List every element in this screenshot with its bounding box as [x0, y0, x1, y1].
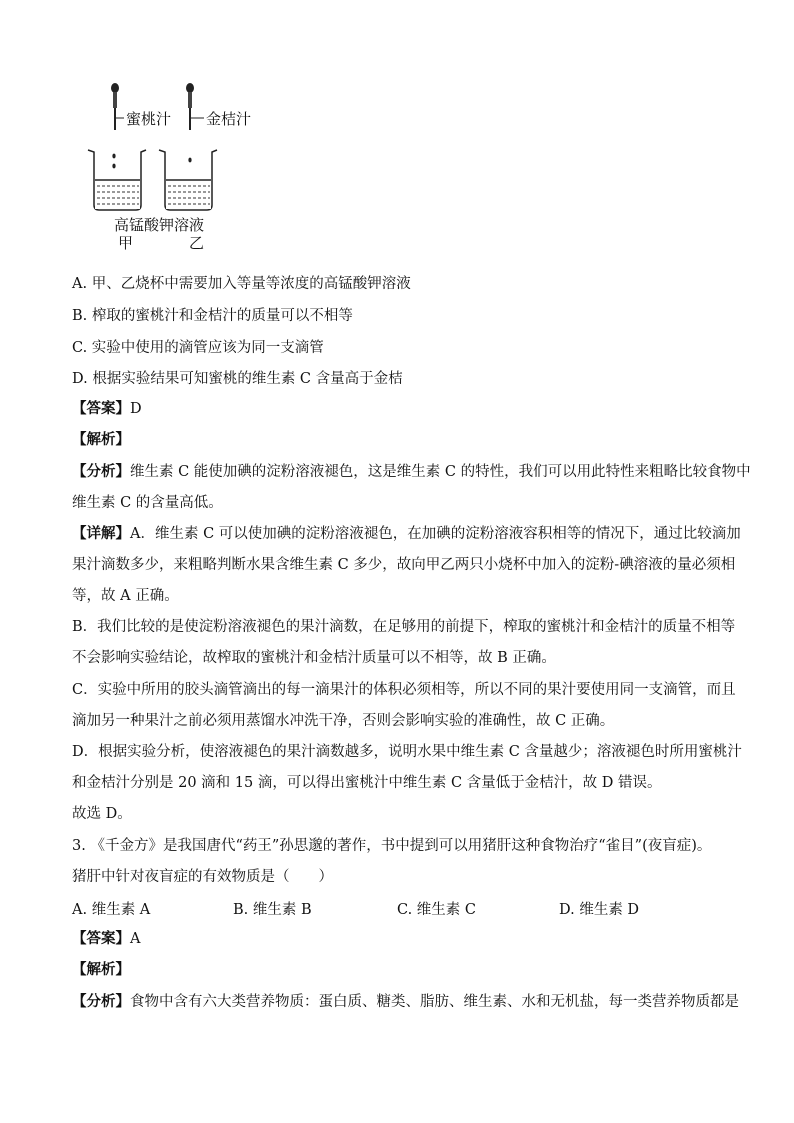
q3-option-b: B. 维生素 B [233, 902, 312, 918]
beaker-right-icon [159, 150, 217, 210]
q3-option-c: C. 维生素 C [397, 902, 476, 918]
q2-answer [72, 399, 142, 419]
q2-conclusion: 故选 D。 [72, 806, 132, 822]
q3-answer-value: A [130, 931, 141, 947]
q2-c-line-2: 滴加另一种果汁之前必须用蒸馏水冲洗干净，否则会影响实验的准确性，故 C 正确。 [72, 713, 615, 729]
dropper-right-icon [186, 83, 194, 130]
q3-options [72, 898, 732, 918]
dropper-left-label: 蜜桃汁 [126, 110, 172, 128]
q3-stem-line-1: 3. 《千金方》是我国唐代“药王”孙思邈的著作，书中提到可以用猪肝这种食物治疗“雀目”(夜盲症)。 [72, 838, 712, 854]
q3-fenxi-text: 食物中含有六大类营养物质：蛋白质、糖类、脂肪、维生素、水和无机盐，每一类营养物质都是 [130, 994, 739, 1010]
q2-b-line-2: 不会影响实验结论，故榨取的蜜桃汁和金桔汁质量可以不相等，故 B 正确。 [72, 650, 556, 666]
q2-c-line-1: C．实验中所用的胶头滴管滴出的每一滴果汁的体积必须相等，所以不同的果汁要使用同一支滴管，而且 [72, 682, 736, 698]
xiangjie-tag: 【详解】 [72, 525, 130, 542]
answer-tag: 【答案】 [72, 400, 130, 417]
q3-answer-tag: 【答案】 [72, 930, 130, 947]
q2-xiangjie-line-1 [72, 524, 741, 544]
dropper-right-label: 金桔汁 [206, 110, 252, 128]
q2-option-a: A. 甲、乙烧杯中需要加入等量等浓度的高锰酸钾溶液 [72, 276, 411, 292]
q2-xiangjie-line-3: 等，故 A 正确。 [72, 588, 179, 604]
q2-option-c: C. 实验中使用的滴管应该为同一支滴管 [72, 340, 324, 356]
q2-analysis-tag: 【解析】 [72, 431, 130, 448]
beaker-dropper-diagram [84, 80, 284, 255]
q3-stem-line-2: 猪肝中针对夜盲症的有效物质是（ ） [72, 869, 333, 885]
q3-analysis-tag: 【解析】 [72, 961, 130, 978]
q3-fenxi-line-1 [72, 992, 739, 1012]
q3-option-d: D. 维生素 D [559, 902, 640, 918]
q3-fenxi-tag: 【分析】 [72, 993, 130, 1010]
answer-value: D [130, 401, 142, 417]
beaker-left-icon [88, 150, 146, 210]
q2-option-b: B. 榨取的蜜桃汁和金桔汁的质量可以不相等 [72, 308, 353, 324]
dropper-left-icon [111, 83, 119, 130]
fenxi-tag: 【分析】 [72, 463, 130, 480]
experiment-figure [84, 80, 284, 255]
q2-d-line-1: D．根据实验分析，使溶液褪色的果汁滴数越多，说明水果中维生素 C 含量越少；溶液褪色时所用蜜桃汁 [72, 744, 742, 760]
q3-option-a: A. 维生素 A [72, 902, 151, 918]
q2-d-line-2: 和金桔汁分别是 20 滴和 15 滴，可以得出蜜桃汁中维生素 C 含量低于金桔汁，故 D 错误。 [72, 775, 662, 791]
q2-fenxi-line-1 [72, 462, 751, 482]
xiangjie-text: A．维生素 C 可以使加碘的淀粉溶液褪色，在加碘的淀粉溶液容积相等的情况下，通过比较滴加 [130, 526, 741, 542]
q2-fenxi-line-2: 维生素 C 的含量高低。 [72, 495, 223, 511]
q2-b-line-1: B．我们比较的是使淀粉溶液褪色的果汁滴数，在足够用的前提下，榨取的蜜桃汁和金桔汁的质量不相等 [72, 619, 736, 635]
fenxi-text: 维生素 C 能使加碘的淀粉溶液褪色，这是维生素 C 的特性，我们可以用此特性来粗略比较食物中 [130, 464, 751, 480]
solution-label: 高锰酸钾溶液 [114, 216, 205, 234]
q2-option-d: D. 根据实验结果可知蜜桃的维生素 C 含量高于金桔 [72, 371, 403, 387]
q3-answer [72, 929, 140, 949]
q2-xiangjie-line-2: 果汁滴数多少，来粗略判断水果含维生素 C 多少，故向甲乙两只小烧杯中加入的淀粉-碘溶液的量必须相 [72, 557, 736, 573]
beaker-left-label: 甲 [118, 234, 134, 252]
beaker-right-label: 乙 [189, 234, 205, 252]
